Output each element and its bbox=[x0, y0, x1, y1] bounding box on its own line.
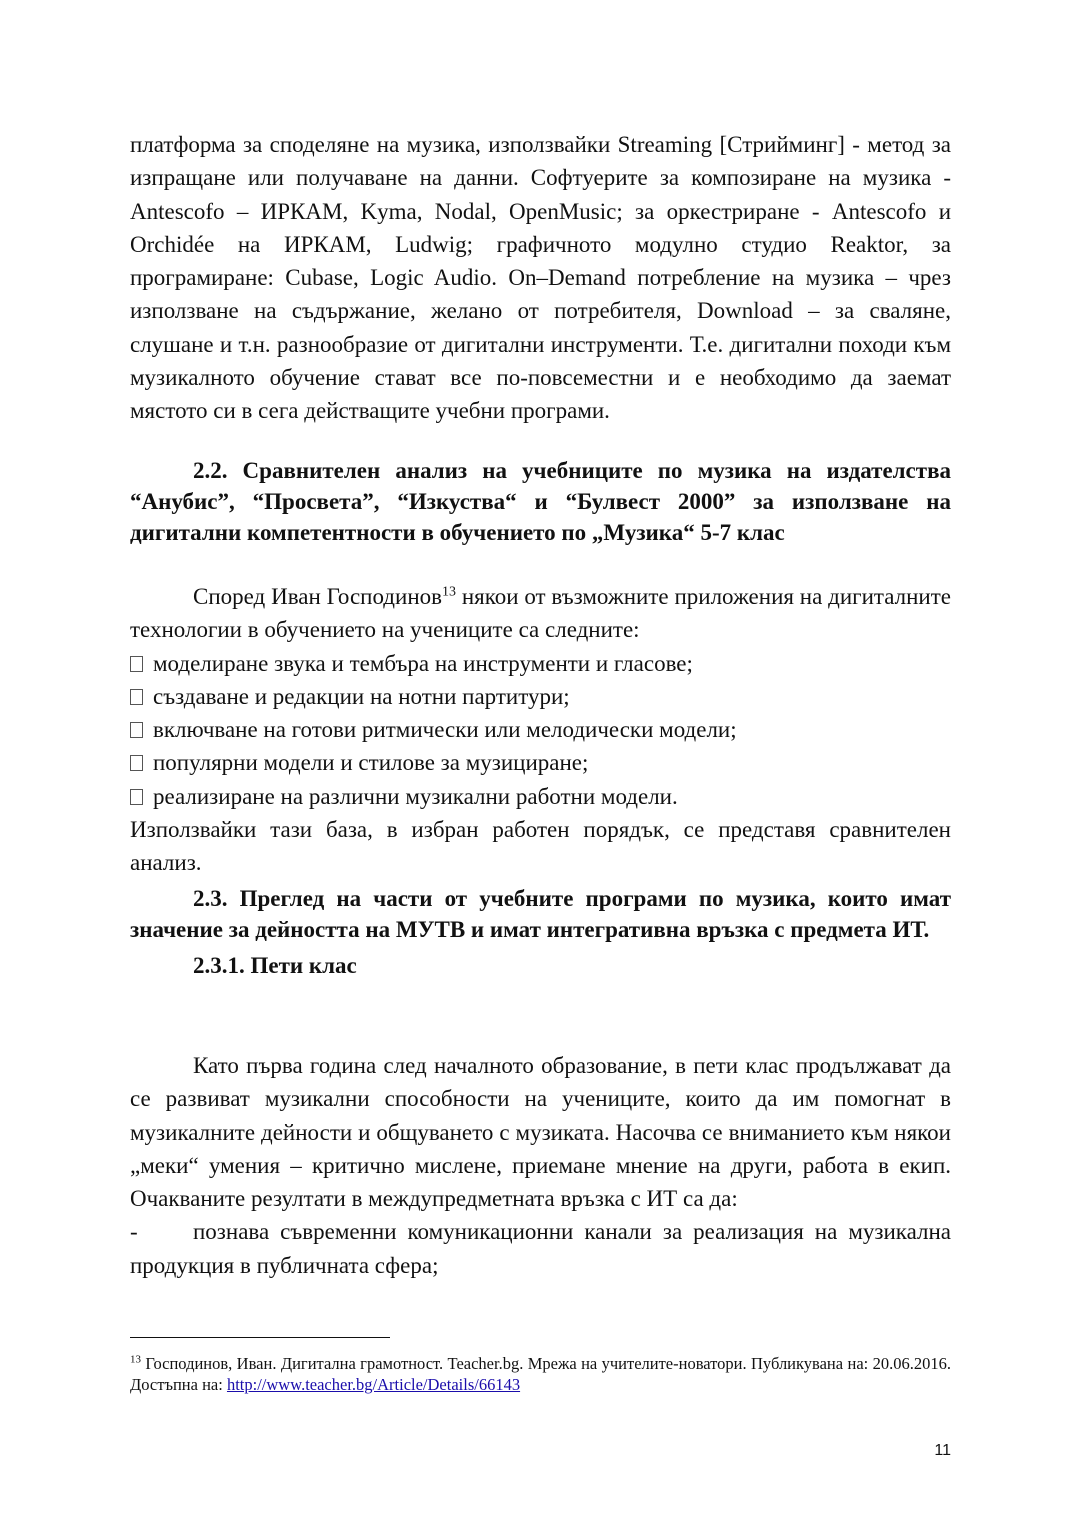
list-item bbox=[130, 647, 951, 680]
godpodinov-text-after: някои от възможните приложения на дигиталните технологии в обучението на учениците са следните: bbox=[130, 584, 951, 643]
square-bullet-icon bbox=[130, 689, 143, 705]
square-bullet-icon bbox=[130, 656, 143, 672]
footnote-separator bbox=[130, 1337, 390, 1338]
section-2-3 bbox=[130, 883, 951, 981]
footnote-ref-13[interactable]: 13 bbox=[441, 584, 456, 600]
fifth-grade-paragraph: Като първа година след началното образование, в пети клас продължават да се развиват музикални способности на учениците, които да им помогнат в музикалните дейности и общуването с музиката. Насочва се вниманието към някои „меки“ умения – критично мислене, приемане мнение на други, работа в екип. Очакваните резултати в междупредметната връзка с ИТ са да: bbox=[130, 1053, 951, 1212]
footnote-link[interactable]: http://www.teacher.bg/Article/Details/66143 bbox=[226, 1375, 521, 1394]
list-item bbox=[130, 746, 951, 779]
list-item-text: популярни модели и стилове за музициране; bbox=[153, 750, 589, 776]
dash-list-item bbox=[130, 1215, 951, 1282]
list-item-text: създаване и редакции на нотни партитури; bbox=[153, 683, 570, 709]
square-bullet-icon bbox=[130, 722, 143, 738]
footnote-number: 13 bbox=[130, 1353, 141, 1366]
heading-2-3-1: 2.3.1. Пети клас bbox=[193, 953, 357, 978]
section-2-2-body bbox=[130, 580, 951, 880]
bullet-list bbox=[130, 647, 951, 813]
page-number: 11 bbox=[934, 1442, 951, 1459]
heading-2-3: 2.3. Преглед на части от учебните програми по музика, които имат значение за дейността на МУТВ и имат интегративна връзка с предмета ИТ. bbox=[130, 886, 951, 942]
list-item bbox=[130, 780, 951, 813]
list-item bbox=[130, 713, 951, 746]
analysis-paragraph: Използвайки тази база, в избран работен порядък, се представя сравнителен анализ. bbox=[130, 817, 951, 876]
list-item bbox=[130, 680, 951, 713]
intro-paragraph: платформа за споделяне на музика, използвайки Streaming [Стрийминг] - метод за изпращане или получаване на данни. Софтуерите за композиране на музика - Antescofo – ИРКАМ, Kyma, Nodal, OpenMusic; за оркестриране - Antescofo и Orchidée на ИРКАМ, Ludwig; графичното модулно студио Reaktor, за програмиране: Cubase, Logic Audio. On–Demand потребление на музика – чрез използване на съдържание, желано от потребителя, Download – за сваляне, слушане и т.н. разнообразие от дигитални инструменти. Т.е. дигитални походи към музикалното обучение стават все по-повсеместни и е необходимо да заемат мястото си в сега действащите учебни програми. bbox=[130, 132, 951, 424]
square-bullet-icon bbox=[130, 789, 143, 805]
section-2-3-1-body bbox=[130, 1049, 951, 1282]
list-item-text: моделиране звука и тембъра на инструменти и гласове; bbox=[153, 650, 693, 676]
list-item-text: включване на готови ритмически или мелодически модели; bbox=[153, 717, 737, 743]
body-column bbox=[130, 128, 951, 428]
dash-item-text: познава съвременни комуникационни канали за реализация на музикална продукция в публичната сфера; bbox=[130, 1219, 951, 1278]
dash-marker: - bbox=[130, 1219, 138, 1245]
godpodinov-text-before: Според Иван Господинов bbox=[193, 584, 442, 609]
square-bullet-icon bbox=[130, 755, 143, 771]
footnote-13 bbox=[130, 1353, 951, 1395]
godpodinov-paragraph bbox=[130, 580, 951, 647]
section-2-2 bbox=[130, 455, 951, 548]
list-item-text: реализиране на различни музикални работни модели. bbox=[153, 783, 678, 809]
footnote-text: Господинов, Иван. Дигитална грамотност. Teacher.bg. Мрежа на учителите-новатори. Публикувана на: 20.06.2016. Достъпна на: bbox=[130, 1354, 951, 1394]
heading-2-2: 2.2. Сравнителен анализ на учебниците по музика на издателства “Анубис”, “Просвета”, “Изкуства“ и “Булвест 2000” за използване на дигитални компетентности в обучението по „Музика“ 5-7 клас bbox=[130, 458, 951, 545]
